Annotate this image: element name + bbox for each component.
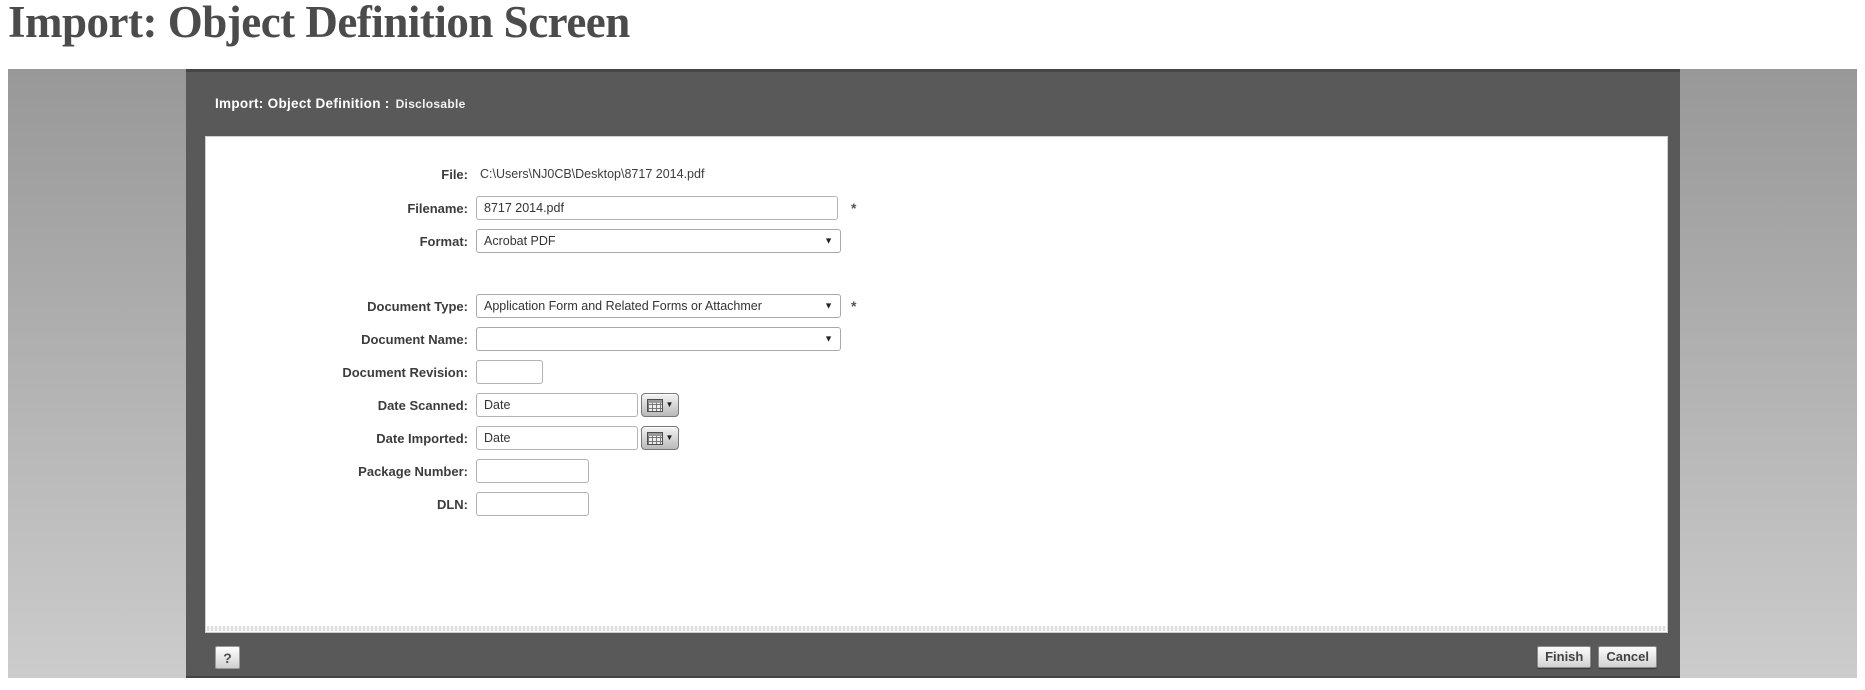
filename-row	[206, 196, 1667, 220]
document-name-select[interactable]	[476, 327, 841, 351]
footer-actions	[1537, 646, 1657, 668]
date-scanned-label: Date Scanned:	[377, 397, 468, 413]
format-label: Format:	[419, 233, 468, 249]
date-scanned-calendar-button[interactable]	[641, 393, 679, 417]
filename-label: Filename:	[407, 200, 468, 216]
date-imported-row	[206, 426, 1667, 450]
dln-row	[206, 492, 1667, 516]
dialog-title: Import: Object Definition :	[215, 96, 390, 111]
document-revision-row	[206, 360, 1667, 384]
date-scanned-input[interactable]	[476, 393, 638, 417]
chevron-down-icon: ▼	[824, 300, 833, 311]
dln-label: DLN:	[436, 496, 468, 512]
date-imported-calendar-button[interactable]	[641, 426, 679, 450]
import-dialog	[186, 69, 1680, 678]
document-revision-label: Document Revision:	[342, 364, 468, 380]
document-revision-input[interactable]	[476, 360, 543, 384]
document-type-select-value: Application Form and Related Forms or Attachmer	[484, 299, 762, 313]
document-name-row	[206, 327, 1667, 351]
app-background	[8, 69, 1857, 678]
dialog-header	[215, 96, 466, 116]
format-select-value: Acrobat PDF	[484, 234, 556, 248]
document-type-label: Document Type:	[367, 298, 468, 314]
calendar-icon	[647, 399, 663, 412]
dialog-footer	[186, 636, 1680, 681]
required-asterisk: *	[851, 298, 857, 314]
file-path-value: C:\Users\NJ0CB\Desktop\8717 2014.pdf	[480, 167, 705, 181]
format-select[interactable]	[476, 229, 841, 253]
package-number-label: Package Number:	[358, 463, 468, 479]
document-type-row	[206, 294, 1667, 318]
form-panel	[205, 136, 1668, 633]
date-scanned-row	[206, 393, 1667, 417]
finish-button[interactable]: Finish	[1537, 646, 1591, 668]
required-asterisk: *	[851, 200, 857, 216]
document-name-label: Document Name:	[361, 331, 468, 347]
calendar-icon	[647, 432, 663, 445]
filename-input[interactable]	[476, 196, 838, 220]
chevron-down-icon: ▼	[665, 433, 674, 442]
chevron-down-icon: ▼	[665, 400, 674, 409]
dln-input[interactable]	[476, 492, 589, 516]
format-row	[206, 229, 1667, 253]
package-number-input[interactable]	[476, 459, 589, 483]
file-label: File:	[441, 166, 468, 182]
file-row	[206, 162, 1667, 186]
package-number-row	[206, 459, 1667, 483]
dialog-subtitle: Disclosable	[395, 97, 466, 111]
help-button[interactable]: ?	[215, 646, 240, 669]
date-imported-label: Date Imported:	[376, 430, 468, 446]
chevron-down-icon: ▼	[824, 235, 833, 246]
document-type-select[interactable]	[476, 294, 841, 318]
chevron-down-icon: ▼	[824, 333, 833, 344]
page-title: Import: Object Definition Screen	[8, 0, 630, 47]
cancel-button[interactable]: Cancel	[1598, 646, 1657, 668]
date-imported-input[interactable]	[476, 426, 638, 450]
